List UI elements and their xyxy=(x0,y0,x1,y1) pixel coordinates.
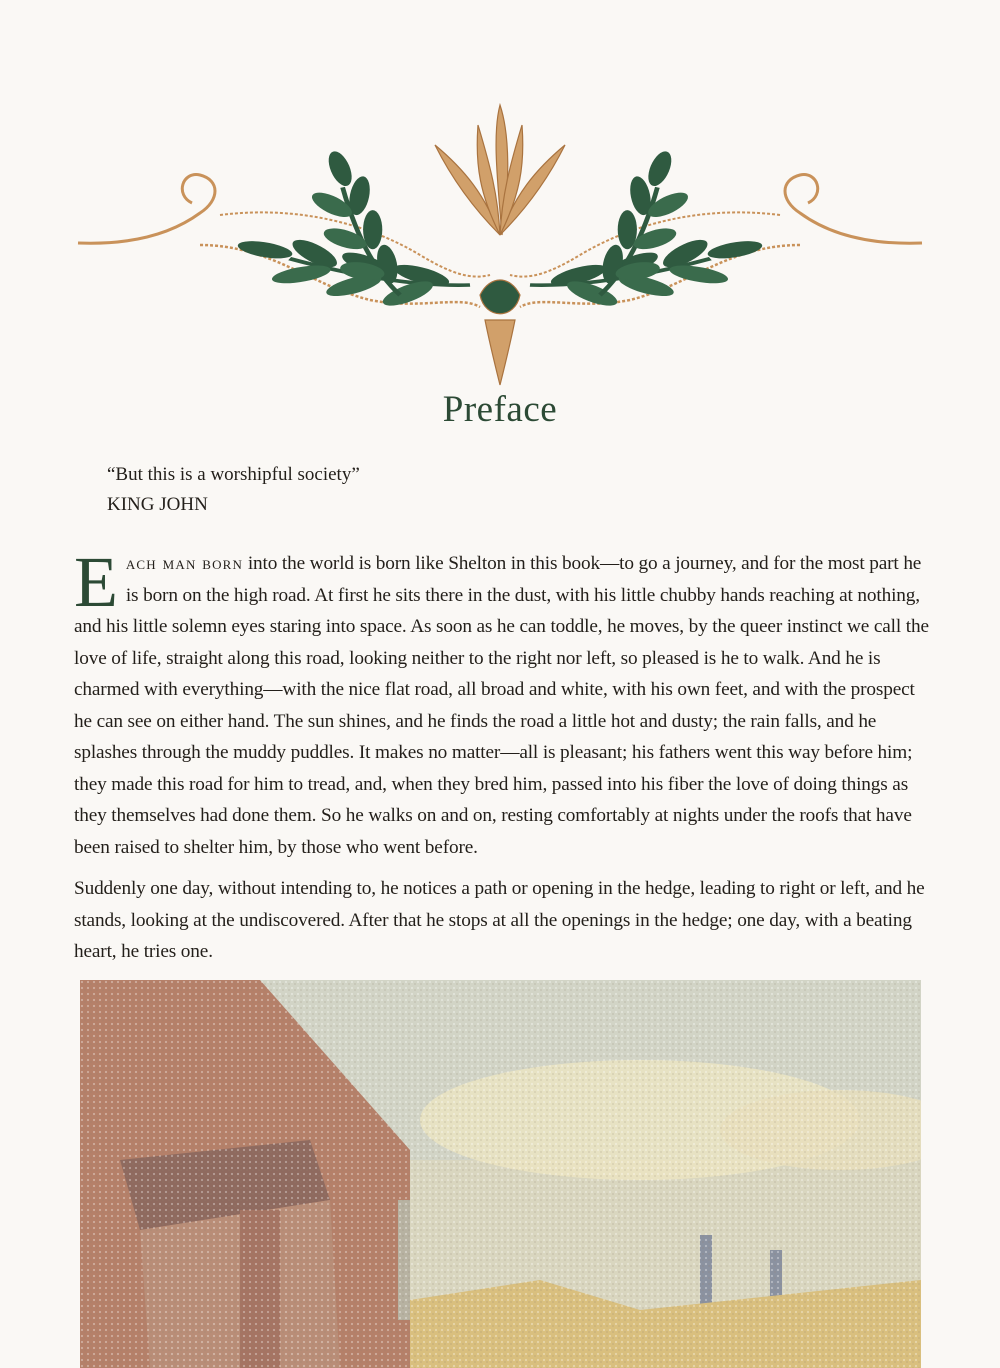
pointillist-painting-image xyxy=(80,980,921,1368)
paragraph-2: Suddenly one day, without intending to, he notices a path or opening in the hedge, leading to right or left, and he stands, looking at the undiscovered. After that he stops at all the openings in the hedge; one day, with a beating heart, he tries one. xyxy=(74,878,925,962)
epigraph xyxy=(107,460,360,520)
preface-body xyxy=(74,542,930,978)
paragraph-1-text: into the world is born like Shelton in this book—to go a journey, and for the most part he is born on the high road. At first he sits there in the dust, with his little chubby hands reaching at nothing, and his little solemn eyes staring into space. As soon as he can toddle, he moves, by the queer instinct we call the love of life, straight along this road, looking neither to the right nor left, so pleased is he to walk. And he is charmed with everything—with the nice flat road, all broad and white, with his own feet, and with the prospect he can see on either hand. The sun shines, and he finds the road a little hot and dusty; the rain falls, and he splashes through the muddy puddles. It makes no matter—all is pleasant; his fathers went this way before him; they made this road for him to tread, and, when they bred him, passed into his fiber the love of doing things as they themselves had done them. So he walks on and on, resting comfortably at nights under the roofs that have been raised to shelter him, by those who went before. xyxy=(74,553,929,858)
foliate-scroll-ornament-icon xyxy=(70,95,930,390)
lead-in-smallcaps: ach man born xyxy=(125,553,244,573)
epigraph-attribution: KING JOHN xyxy=(107,494,208,515)
paragraph-1 xyxy=(74,542,930,863)
page-title: Preface xyxy=(442,389,558,430)
epigraph-quote: “But this is a worshipful society” xyxy=(107,464,360,485)
drop-cap: E xyxy=(74,542,118,622)
